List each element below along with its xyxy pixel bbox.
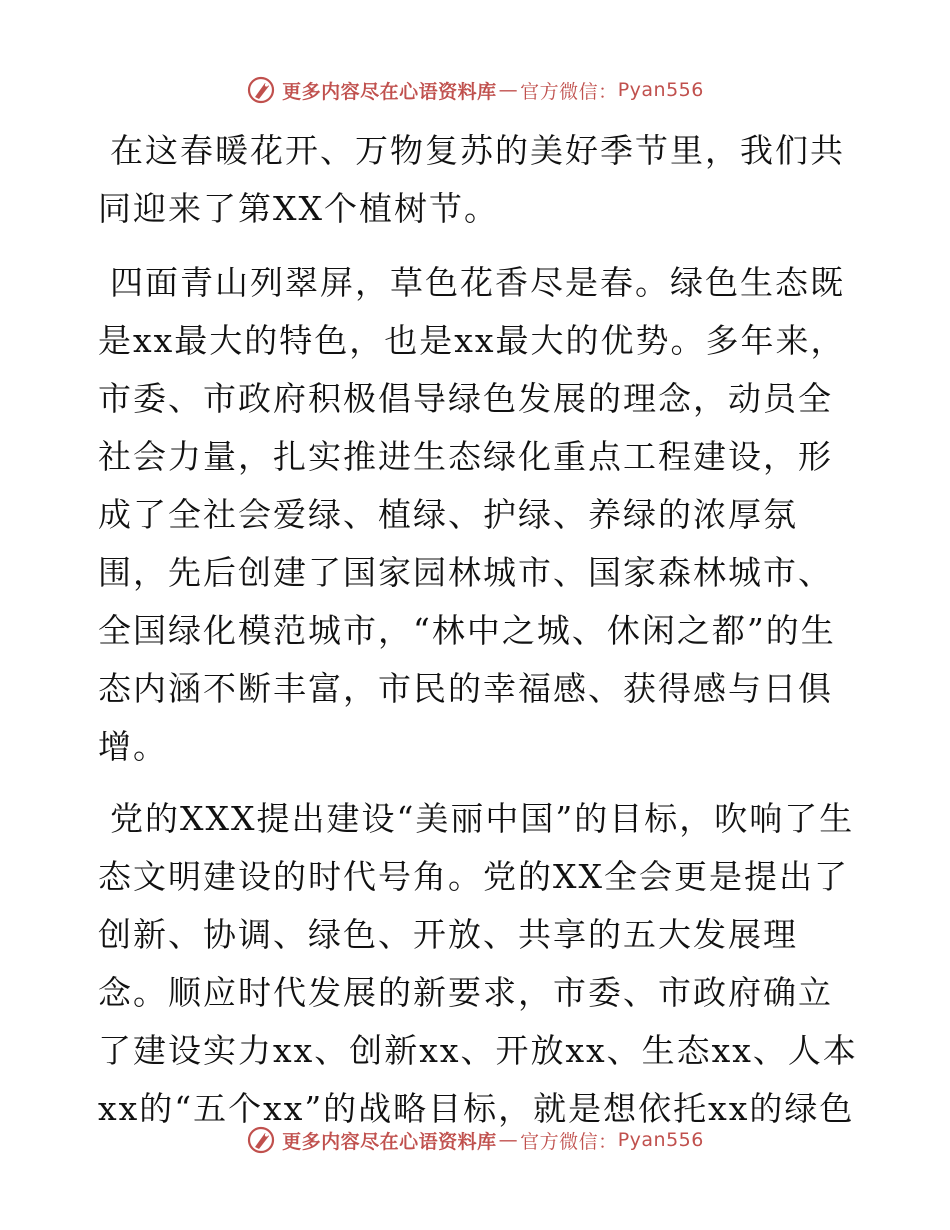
- footer-dash: —: [498, 1129, 519, 1151]
- paragraph-3: 党的XXX提出建设“美丽中国”的目标，吹响了生态文明建设的时代号角。党的XX全会更是提出了创新、协调、绿色、开放、共享的五大发展理念。顺应时代发展的新要求，市委、市政府确立了建设实力xx、创新xx、开放xx、生态xx、人本xx的“五个xx”的战略目标，就是想依托xx的绿色: [98, 799, 858, 1128]
- pen-nib-circle-icon: [246, 75, 276, 105]
- footer-contact: 官方微信：: [520, 1130, 618, 1153]
- paragraph-2: 四面青山列翠屏，草色花香尽是春。绿色生态既是xx最大的特色，也是xx最大的优势。多年来，市委、市政府积极倡导绿色发展的理念，动员全社会力量，扎实推进生态绿化重点工程建设，形成了全社会爱绿、植绿、护绿、养绿的浓厚氛围，先后创建了国家园林城市、国家森林城市、全国绿化模范城市，“林中之城、休闲之都”的生态内涵不断丰富，市民的幸福感、获得感与日俱增。: [98, 263, 846, 766]
- header-banner: [0, 70, 950, 110]
- footer-brand: 更多内容尽在心语资料库: [282, 1130, 497, 1153]
- header-contact: 官方微信：: [520, 80, 618, 103]
- document-body: [98, 122, 858, 1152]
- footer-banner: [0, 1120, 950, 1160]
- paragraph-1: 在这春暖花开、万物复苏的美好季节里，我们共同迎来了第XX个植树节。: [98, 131, 845, 228]
- header-dash: —: [498, 79, 519, 101]
- header-handle: Pyan556: [617, 79, 704, 101]
- header-brand: 更多内容尽在心语资料库: [282, 80, 497, 103]
- pen-nib-circle-icon: [246, 1125, 276, 1155]
- footer-handle: Pyan556: [617, 1129, 704, 1151]
